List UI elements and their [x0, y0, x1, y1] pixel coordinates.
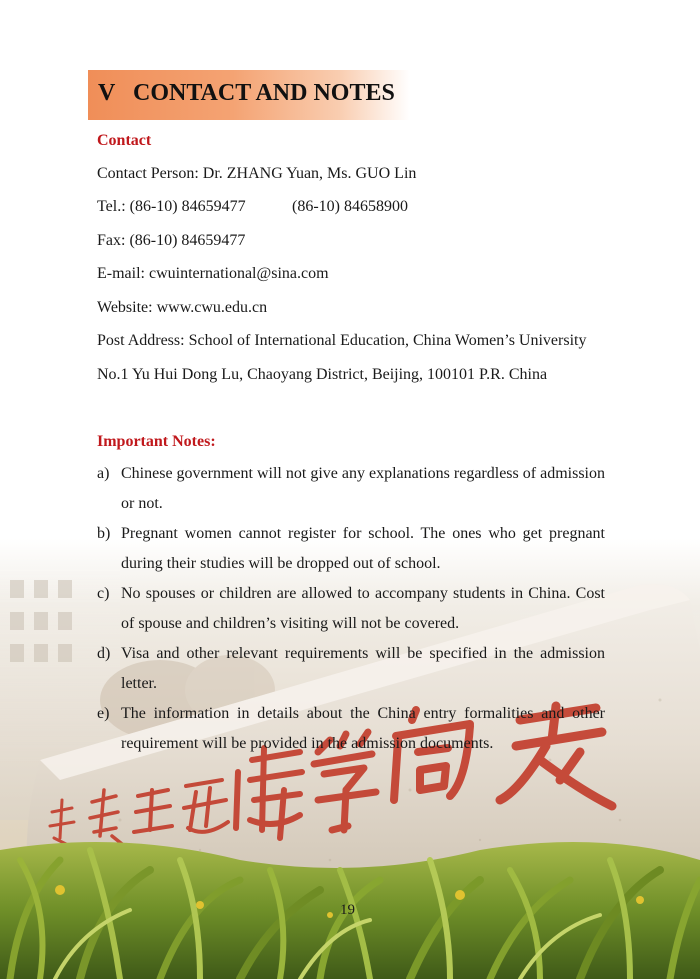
telephone-line	[97, 198, 497, 218]
note-marker: a)	[97, 465, 110, 482]
section-number: V	[98, 80, 116, 106]
website-line: Website: www.cwu.edu.cn	[97, 299, 268, 316]
contact-person: Contact Person: Dr. ZHANG Yuan, Ms. GUO Lin	[97, 165, 417, 182]
contact-heading: Contact	[97, 132, 152, 149]
note-marker: c)	[97, 585, 110, 602]
important-notes-heading: Important Notes:	[97, 433, 216, 450]
page-number: 19	[340, 902, 355, 918]
telephone-primary: Tel.: (86-10) 84659477	[97, 198, 246, 215]
note-marker: e)	[97, 705, 110, 722]
note-marker: b)	[97, 525, 111, 542]
section-header	[88, 70, 410, 120]
note-text: Pregnant women cannot register for school. The ones who get pregnant during their studies will be dropped out of school.	[121, 525, 605, 572]
post-address-line-1: Post Address: School of International Education, China Women’s University	[97, 332, 587, 349]
section-title: CONTACT AND NOTES	[133, 80, 395, 106]
telephone-secondary: (86-10) 84658900	[292, 198, 408, 215]
note-text: No spouses or children are allowed to accompany students in China. Cost of spouse and children’s visiting will not be covered.	[121, 585, 605, 632]
post-address-line-2: No.1 Yu Hui Dong Lu, Chaoyang District, Beijing, 100101 P.R. China	[97, 366, 548, 383]
note-text: The information in details about the China entry formalities and other requirement will be provided in the admission documents.	[121, 705, 605, 752]
note-text: Visa and other relevant requirements will be specified in the admission letter.	[121, 645, 605, 692]
email-line: E-mail: cwuinternational@sina.com	[97, 265, 329, 282]
note-text: Chinese government will not give any explanations regardless of admission or not.	[121, 465, 605, 512]
note-marker: d)	[97, 645, 111, 662]
fax-line: Fax: (86-10) 84659477	[97, 232, 246, 249]
